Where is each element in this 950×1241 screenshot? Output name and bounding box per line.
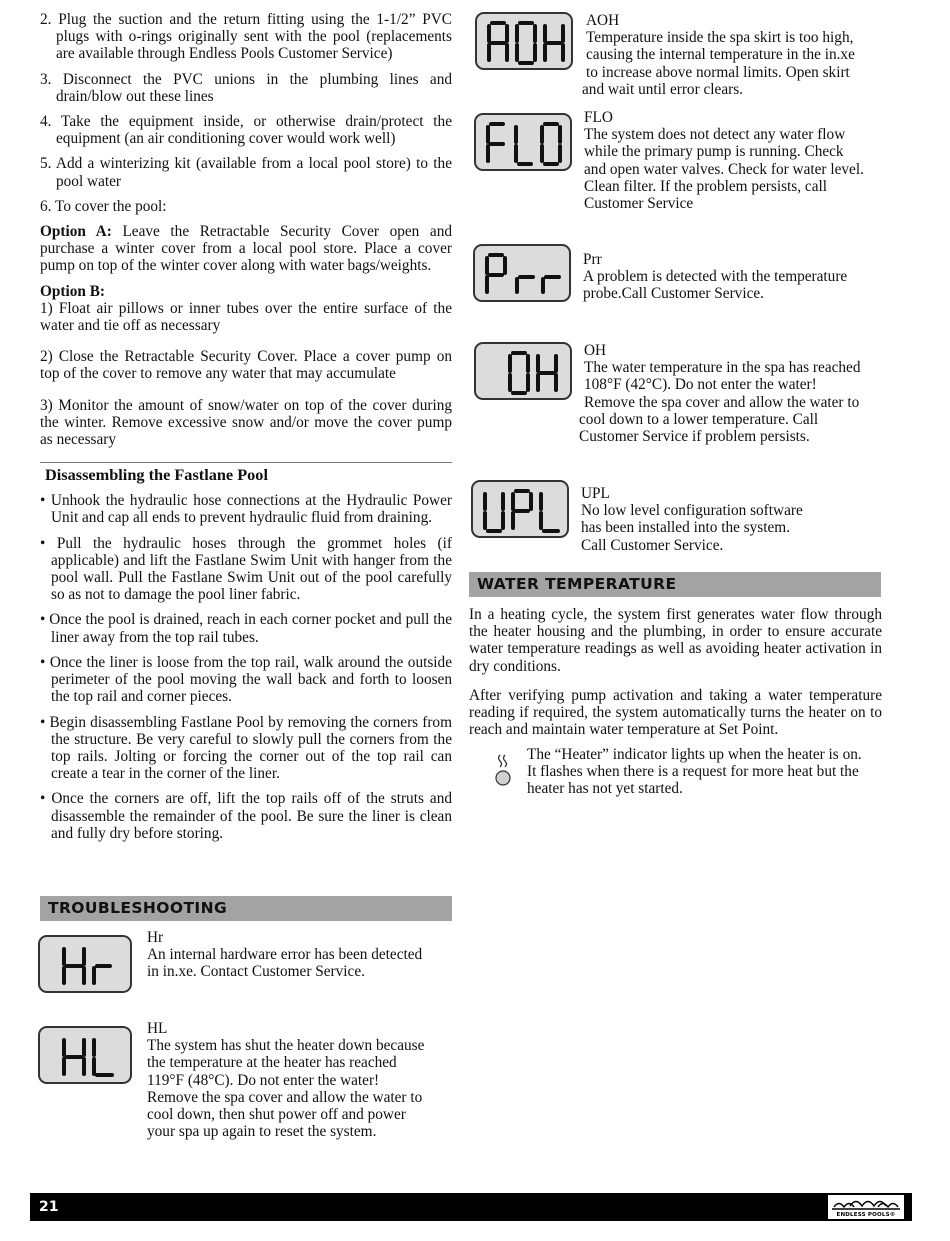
code-text-line: Remove the spa cover and allow the water to xyxy=(584,393,860,411)
lcd-digits xyxy=(40,937,130,991)
disassembling-heading: Disassembling the Fastlane Pool xyxy=(40,462,452,484)
code-label: Hr xyxy=(147,929,164,946)
lcd-display-aoh xyxy=(475,12,573,70)
code-text-line: to increase above normal limits. Open skirt xyxy=(586,63,850,81)
heater-text-line: heater has not yet started. xyxy=(527,780,683,798)
lcd-digits xyxy=(40,1028,130,1082)
step-6: 6. To cover the pool: xyxy=(40,197,167,215)
code-text-line: No low level configuration software xyxy=(581,502,803,520)
code-label: AOH xyxy=(586,12,620,29)
code-text-line: Temperature inside the spa skirt is too high, xyxy=(586,29,854,47)
lcd-display-oh xyxy=(474,342,572,400)
code-text-line: The water temperature in the spa has reached xyxy=(584,359,861,377)
code-label: HL xyxy=(147,1020,168,1037)
water-temperature-heading: WATER TEMPERATURE xyxy=(469,572,881,597)
option-b-item-1: 1) Float air pillows or inner tubes over the entire surface of the water and tie off as necessary xyxy=(40,299,452,335)
code-text-line: Customer Service xyxy=(584,195,694,213)
lcd-digits xyxy=(473,482,567,536)
code-text-line: 119°F (48°C). Do not enter the water! xyxy=(147,1071,380,1089)
disassembly-bullet: • Once the corners are off, lift the top rails off of the struts and disassemble the remainder of the pool. Be sure the liner is clean and fully dry before storing. xyxy=(40,790,452,842)
code-text-line: Call Customer Service. xyxy=(581,536,724,554)
code-hr-description xyxy=(147,929,422,981)
step-5: 5. Add a winterizing kit (available from a local pool store) to the pool water xyxy=(40,155,452,190)
code-text-line: and open water valves. Check for water level. xyxy=(584,160,864,178)
page-footer xyxy=(30,1193,912,1221)
disassembly-bullet: • Unhook the hydraulic hose connections at the Hydraulic Power Unit and cap all ends to prevent hydraulic fluid from draining. xyxy=(40,492,452,527)
option-b-label: Option B: xyxy=(40,282,106,300)
code-text-line: The system has shut the heater down because xyxy=(147,1037,425,1055)
code-text-line: the temperature at the heater has reached xyxy=(147,1054,397,1072)
code-label: UPL xyxy=(581,485,610,502)
disassembly-bullet: • Begin disassembling Fastlane Pool by removing the corners from the structure. Be very careful to slowly pull the corners from the top rails. Jolting or forcing the corner out of the top rail can create a tear in the corner of the liner. xyxy=(40,713,452,783)
code-text-line: and wait until error clears. xyxy=(582,80,743,98)
code-text-line: Customer Service if problem persists. xyxy=(579,428,810,446)
code-text-line: your spa up again to reset the system. xyxy=(147,1123,377,1141)
option-b-item-2: 2) Close the Retractable Security Cover. Place a cover pump on top of the cover to remove any water that may accumulate xyxy=(40,348,452,383)
water-temp-paragraph-1: In a heating cycle, the system first generates water flow through the heater housing and the plumbing, in order to ensure accurate water temperature readings as well as avoiding heater activation in dry conditions. xyxy=(469,606,882,675)
code-text-line: in in.xe. Contact Customer Service. xyxy=(147,963,365,981)
lcd-display-upl xyxy=(471,480,569,538)
code-text-line: while the primary pump is running. Check xyxy=(584,143,844,161)
heater-text-line: The “Heater” indicator lights up when the heater is on. xyxy=(527,746,862,763)
water-temp-paragraph-2: After verifying pump activation and taking a water temperature reading if required, the system automatically turns the heater on to reach and maintain water temperature at Set Point. xyxy=(469,686,882,739)
logo-text: ENDLESS POOLS® xyxy=(836,1212,896,1218)
wave-logo-icon xyxy=(828,1195,904,1211)
step-3: 3. Disconnect the PVC unions in the plumbing lines and drain/blow out these lines xyxy=(40,70,453,105)
lcd-display-hr xyxy=(38,935,132,993)
code-text-line: has been installed into the system. xyxy=(581,519,791,537)
page-number: 21 xyxy=(39,1199,59,1215)
code-prr-description xyxy=(583,251,847,303)
lcd-digits xyxy=(476,344,570,398)
lcd-display-hl xyxy=(38,1026,132,1084)
step-4: 4. Take the equipment inside, or otherwise drain/protect the equipment (an air conditioning cover would work well) xyxy=(40,113,452,148)
lcd-display-flo xyxy=(474,113,572,171)
option-b-item-3: 3) Monitor the amount of snow/water on top of the cover during the winter. Remove excessive snow and/or move the cover pump as necessary xyxy=(40,396,452,449)
code-label: FLO xyxy=(584,109,613,126)
water-temperature-section xyxy=(469,606,882,738)
code-oh-description xyxy=(579,342,860,445)
code-text-line: probe.Call Customer Service. xyxy=(583,285,764,303)
code-upl-description xyxy=(581,485,803,554)
option-a: Option A: Leave the Retractable Security Cover open and purchase a winter cover from a local pool store. Place a cover pump on top of the winter cover along with water bags/weights. xyxy=(40,223,453,275)
disassembly-bullet: • Once the pool is drained, reach in each corner pocket and pull the liner away from the top rail tubes. xyxy=(40,611,452,646)
heater-indicator-icon xyxy=(494,754,514,788)
endless-pools-logo xyxy=(828,1195,904,1219)
step-2: 2. Plug the suction and the return fitting using the 1-1/2” PVC plugs with o-rings originally sent with the pool (replacements are available through Endless Pools Customer Service) xyxy=(40,11,452,63)
troubleshooting-heading: TROUBLESHOOTING xyxy=(40,896,452,921)
code-text-line: causing the internal temperature in the in.xe xyxy=(586,46,855,64)
code-text-line: Clean filter. If the problem persists, call xyxy=(584,177,827,195)
code-text-line: A problem is detected with the temperature xyxy=(583,268,848,286)
code-text-line: The system does not detect any water flow xyxy=(584,126,846,144)
code-flo-description xyxy=(584,109,864,212)
lcd-digits xyxy=(475,246,569,300)
heater-text-line: It flashes when there is a request for more heat but the xyxy=(527,763,859,781)
code-text-line: 108°F (42°C). Do not enter the water! xyxy=(584,376,817,394)
disassembly-bullet: • Once the liner is loose from the top rail, walk around the outside perimeter of the pool moving the wall back and forth to loosen the top rail and corner pieces. xyxy=(40,653,452,706)
code-label: OH xyxy=(584,342,607,359)
code-hl-description xyxy=(147,1020,424,1140)
code-text-line: An internal hardware error has been detected xyxy=(147,946,423,964)
left-column xyxy=(40,11,452,850)
code-text-line: Remove the spa cover and allow the water to xyxy=(147,1088,423,1106)
lcd-display-prr xyxy=(473,244,571,302)
code-label: Prr xyxy=(583,251,602,268)
code-aoh-description xyxy=(582,12,855,98)
disassembly-bullet: • Pull the hydraulic hoses through the grommet holes (if applicable) and lift the Fastlane Swim Unit with hanger from the pool wall. Pull the Fastlane Swim Unit out of the pool carefully so as not to damage the pool liner fabric. xyxy=(40,534,452,604)
lcd-digits xyxy=(477,14,571,68)
code-text-line: cool down to a lower temperature. Call xyxy=(579,410,819,428)
lcd-digits xyxy=(476,115,570,169)
code-text-line: cool down, then shut power off and power xyxy=(147,1106,406,1124)
heater-indicator-description xyxy=(527,746,862,798)
